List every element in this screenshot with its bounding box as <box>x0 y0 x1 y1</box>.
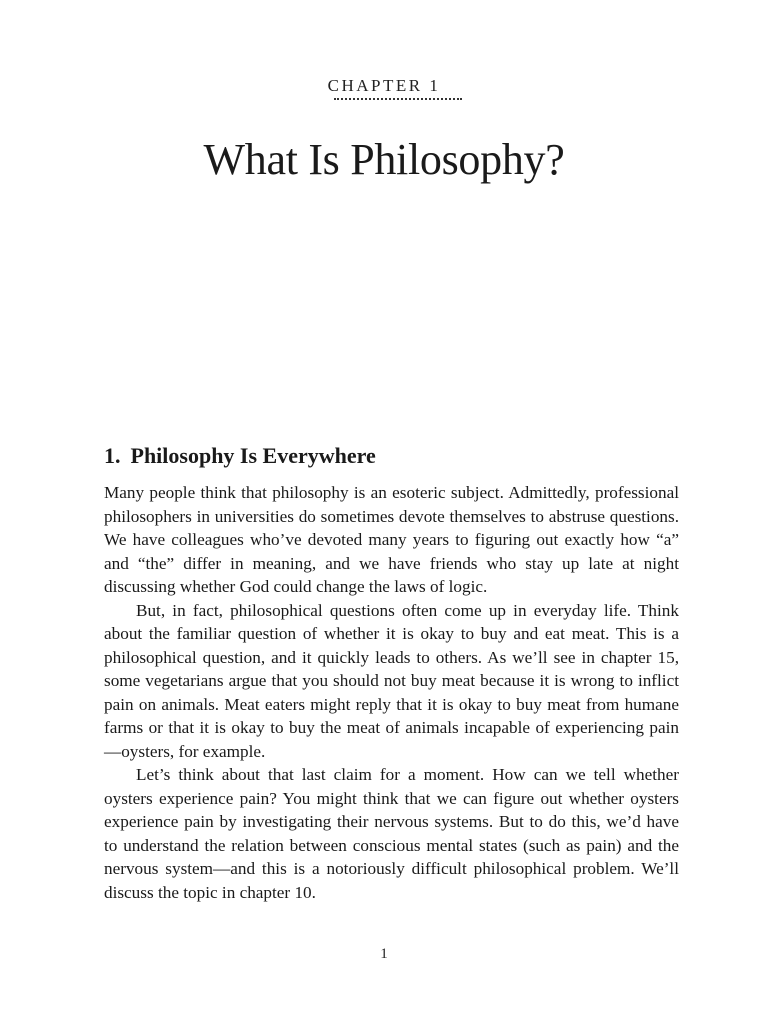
paragraph: Let’s think about that last claim for a moment. How can we tell whether oysters experience pain? You might think that we can figure out whether oysters experience pain by investigating their nervous systems. But to do this, we’d have to understand the relation between conscious mental states (such as pain) and the nervous system—and this is a notoriously difficult philosophical problem. We’ll discuss the topic in chapter 10. <box>104 765 679 902</box>
chapter-title: What Is Philosophy? <box>203 135 565 184</box>
section-title: Philosophy Is Everywhere <box>130 443 376 468</box>
paragraph: But, in fact, philosophical questions often come up in everyday life. Think about the familiar question of whether it is okay to buy and eat meat. This is a philosophical question, and it quickly leads to others. As we’ll see in chapter 15, some vegetarians argue that you should not buy meat because it is wrong to inflict pain on animals. Meat eaters might reply that it is okay to buy meat from humane farms or that it is okay to buy the meat of animals incapable of experiencing pain—oysters, for example. <box>104 600 679 761</box>
chapter-dotted-rule <box>334 98 462 100</box>
section-heading <box>104 443 376 469</box>
section-number: 1. <box>104 443 121 468</box>
body-text <box>104 481 679 904</box>
page-number: 1 <box>380 946 388 962</box>
paragraph: Many people think that philosophy is an esoteric subject. Admittedly, professional philosophers in universities do sometimes devote themselves to abstruse questions. We have colleagues who’ve devoted many years to figuring out exactly how “a” and “the” differ in meaning, and we have friends who stay up late at night discussing whether God could change the laws of logic. <box>104 483 679 596</box>
chapter-label: CHAPTER 1 <box>327 76 441 95</box>
